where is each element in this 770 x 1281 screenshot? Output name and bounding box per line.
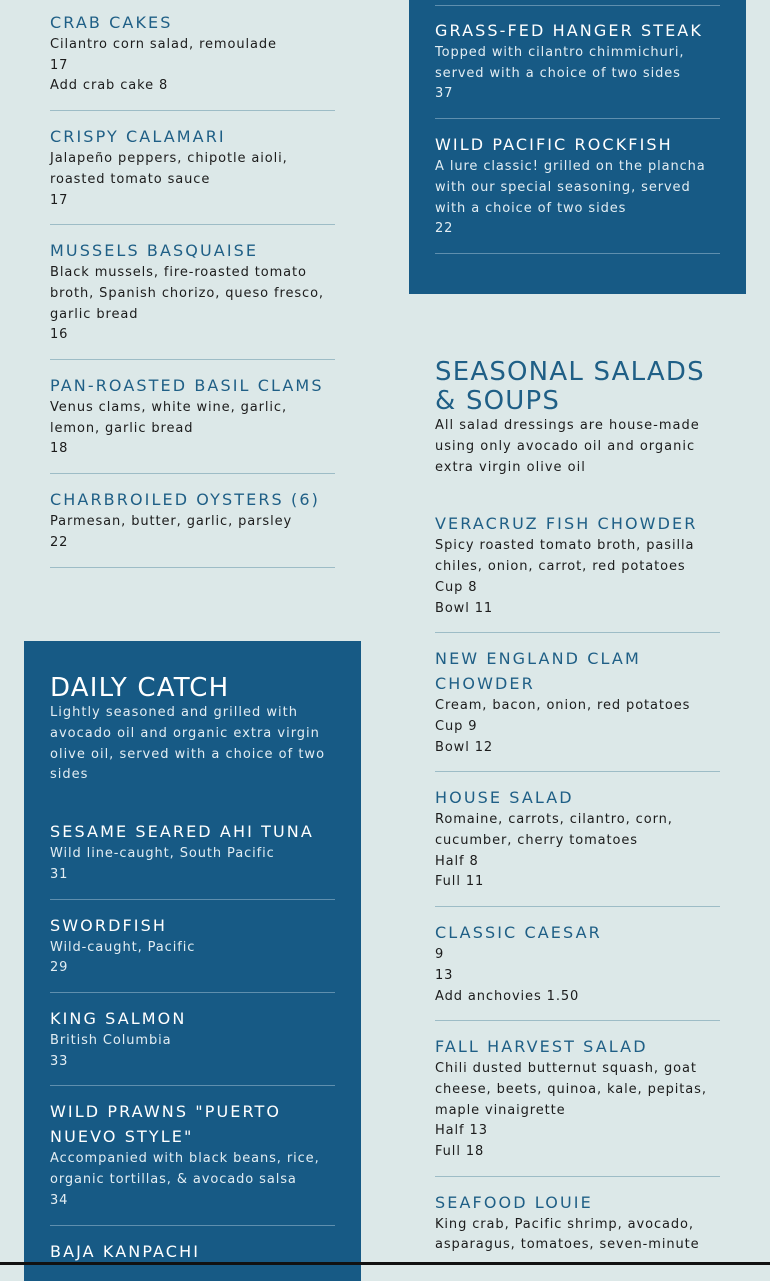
menu-item [435,511,720,633]
appetizers-column [50,10,335,568]
menu-item-detail: Venus clams, white wine, garlic, [50,400,288,416]
menu-item-detail: Topped with cilantro chimmichuri, [435,45,685,60]
menu-item-name: WILD PACIFIC ROCKFISH [435,135,673,155]
menu-item [50,900,335,993]
menu-item [435,907,720,1021]
divider [435,5,720,6]
menu-item-detail: Cup 8 [435,579,478,595]
menu-item-name: CHARBROILED OYSTERS (6) [50,490,320,510]
menu-item-detail: broth, Spanish chorizo, queso fresco, [50,285,324,301]
appetizers-list [50,10,335,568]
menu-item-detail: A lure classic! grilled on the plancha [435,159,706,175]
menu-item-detail: Cup 9 [435,718,478,734]
intro-line: Lightly seasoned and grilled with [50,705,298,720]
menu-item-name: FALL HARVEST SALAD [435,1037,648,1057]
daily-catch-panel [24,641,361,1281]
menu-item-name: VERACRUZ FISH CHOWDER [435,514,698,534]
menu-item-name: CRISPY CALAMARI [50,127,226,147]
entrees-panel [409,0,746,294]
menu-item-name: SEAFOOD LOUIE [435,1192,593,1212]
menu-item-detail: asparagus, tomatoes, seven-minute [435,1237,700,1253]
menu-item-name: CLASSIC CAESAR [435,923,602,943]
menu-item-name-line: WILD PRAWNS "PUERTO [50,1102,282,1122]
menu-item [435,633,720,772]
menu-item-name: HOUSE SALAD [435,788,574,808]
menu-item [435,18,720,119]
menu-item-detail: chiles, onion, carrot, red potatoes [435,559,686,575]
menu-item [50,360,335,474]
intro-line: using only avocado oil and organic [435,438,696,454]
menu-item-detail: roasted tomato sauce [50,171,211,187]
menu-item-detail: Wild-caught, Pacific [50,939,196,955]
menu-item-detail: Add crab cake 8 [50,78,169,94]
menu-item-name-line: CHOWDER [435,674,535,694]
menu-item-detail: 37 [435,86,454,102]
menu-item [435,772,720,907]
daily-catch-title: DAILY CATCH [50,673,230,703]
menu-item-name: MUSSELS BASQUAISE [50,241,259,261]
menu-item-detail: Full 18 [435,1144,485,1160]
menu-item-name [50,1099,335,1149]
menu-item-detail: 13 [435,967,454,983]
salads-soups-list [435,511,720,1269]
menu-item-detail: 33 [50,1053,69,1069]
menu-item-detail: Cream, bacon, onion, red potatoes [435,698,691,714]
intro-line: All salad dressings are house-made [435,418,700,433]
menu-item-detail: King crab, Pacific shrimp, avocado, [435,1216,694,1232]
menu-item-detail: Wild line-caught, South Pacific [50,846,275,862]
menu-item-detail: Black mussels, fire-roasted tomato [50,265,307,281]
menu-item-name-line: NUEVO STYLE" [50,1127,194,1147]
menu-item-detail: Spicy roasted tomato broth, pasilla [435,538,695,554]
menu-item-detail: cheese, beets, quinoa, kale, pepitas, [435,1081,707,1097]
menu-item-detail: cucumber, cherry tomatoes [435,833,638,849]
menu-item-detail: lemon, garlic bread [50,420,194,436]
menu-item [435,119,720,254]
menu-item-name-line: NEW ENGLAND CLAM [435,649,641,669]
menu-item [50,225,335,360]
menu-item-detail: 18 [50,441,69,457]
intro-line: extra virgin olive oil [435,459,586,475]
menu-item [50,819,335,899]
menu-item-detail: British Columbia [50,1033,172,1048]
menu-item [50,1226,335,1277]
menu-item-detail: Half 8 [435,853,479,869]
intro-line: sides [50,767,89,783]
menu-item [50,111,335,225]
menu-item-detail: 29 [50,960,69,976]
menu-item-detail: Add anchovies 1.50 [435,988,580,1004]
menu-item-name: GRASS-FED HANGER STEAK [435,21,703,40]
salads-soups-intro [435,416,720,478]
menu-item-detail: Bowl 12 [435,739,494,755]
menu-item-detail: maple vinaigrette [435,1102,566,1118]
menu-item [50,474,335,567]
menu-item-detail: 17 [50,57,69,73]
salads-title-line-2: & SOUPS [435,386,561,416]
menu-item-detail: Parmesan, butter, garlic, parsley [50,514,293,530]
menu-item-detail: Bowl 11 [435,600,494,616]
menu-item-detail: 31 [50,866,69,882]
menu-item-detail: 22 [50,534,69,550]
menu-item-detail: garlic bread [50,306,139,322]
menu-item-detail: 17 [50,192,69,208]
menu-item [50,993,335,1086]
menu-item-detail: Romaine, carrots, cilantro, corn, [435,812,673,828]
menu-item-name: SWORDFISH [50,915,168,935]
menu-item-name: SESAME SEARED AHI TUNA [50,822,314,842]
salads-title-line-1: SEASONAL SALADS [435,357,705,387]
menu-item-name: BAJA KANPACHI [50,1241,201,1261]
menu-item-name: PAN-ROASTED BASIL CLAMS [50,376,324,396]
intro-line: avocado oil and organic extra virgin [50,725,320,741]
menu-item-detail: Jalapeño peppers, chipotle aioli, [50,151,288,167]
menu-item [435,1021,720,1177]
menu-item-detail: Chili dusted butternut squash, goat [435,1061,697,1077]
menu-item-name [435,646,720,696]
menu-item-detail: with our special seasoning, served [435,179,691,195]
menu-item-detail: 9 [435,947,445,963]
entrees-list [435,18,720,254]
menu-item [50,10,335,111]
daily-catch-list [50,819,335,1276]
salads-soups-title [435,358,720,416]
daily-catch-intro [50,703,335,786]
menu-item-detail: Half 13 [435,1123,488,1139]
menu-item-detail: 16 [50,327,69,343]
menu-item-detail: with a choice of two sides [435,200,627,216]
menu-item [435,1177,720,1269]
menu-item-detail: 22 [435,221,454,237]
menu-item-name: CRAB CAKES [50,13,173,32]
intro-line: olive oil, served with a choice of two [50,746,326,762]
menu-item-detail: organic tortillas, & avocado salsa [50,1172,297,1188]
menu-item [50,1086,335,1225]
menu-item-detail: served with a choice of two sides [435,65,681,81]
menu-item-name: KING SALMON [50,1009,187,1028]
menu-item-detail: 34 [50,1192,69,1208]
menu-item-detail: Full 11 [435,874,485,890]
salads-soups-column [435,358,720,1269]
menu-item-detail: Cilantro corn salad, remoulade [50,37,277,52]
menu-item-detail: Accompanied with black beans, rice, [50,1151,320,1167]
